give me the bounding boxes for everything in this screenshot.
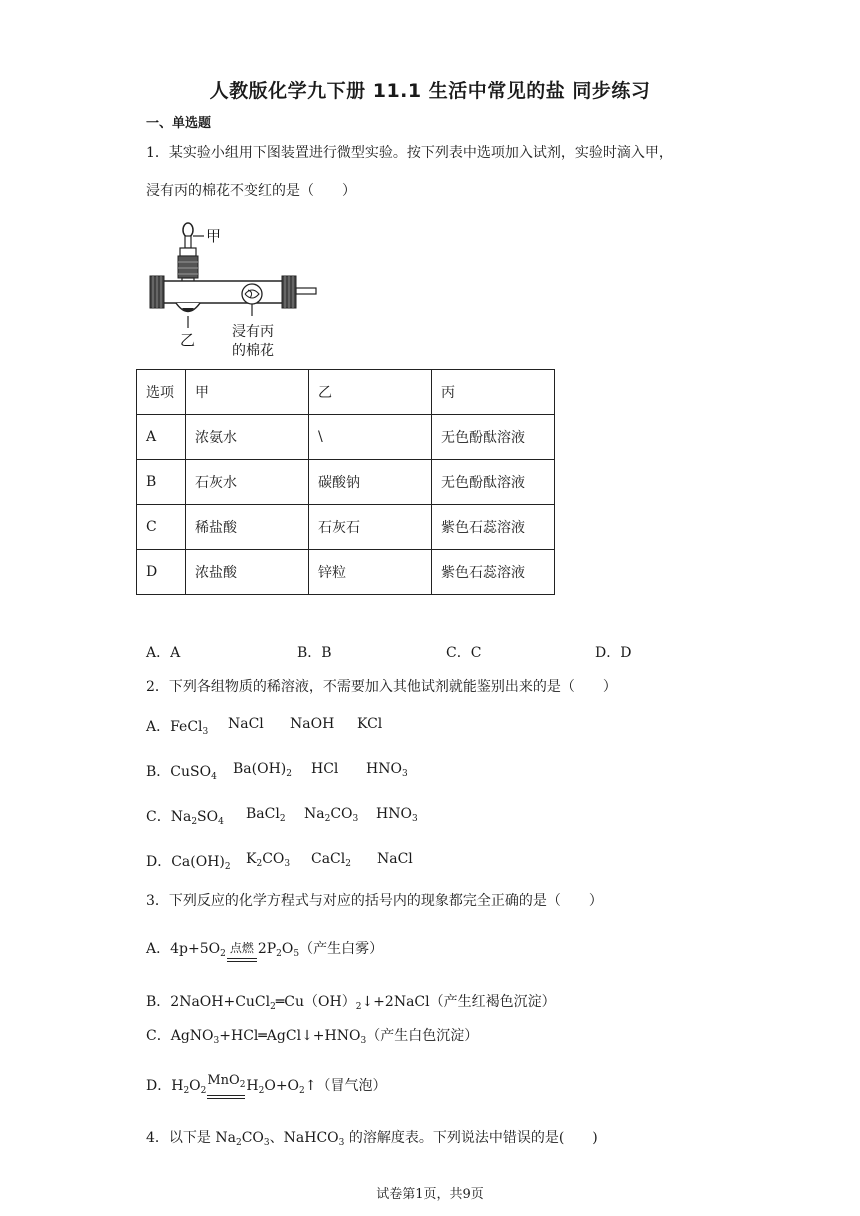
table-row — [137, 550, 555, 595]
dropper-bulb — [183, 223, 193, 237]
choice-d[interactable]: D．D — [595, 645, 632, 661]
q3-option-c[interactable]: C．$AgNO_3+HCl═AgCl↓+HNO_3$（产生白色沉淀） — [146, 1028, 479, 1046]
horizontal-tube — [162, 281, 292, 303]
table-cell: 紫色石蕊溶液 — [432, 550, 555, 595]
label-yi: 乙 — [180, 331, 196, 349]
q2-option-b[interactable]: B．CuSO$_4$ $Ba(OH)_2$ HCl $HNO_3$ — [146, 761, 408, 782]
equals-sign — [207, 1095, 245, 1099]
choice-b[interactable]: B．B — [297, 645, 332, 661]
page-footer: 试卷第1页，共9页 — [376, 1187, 484, 1202]
condition-catalyst: MnO$_2$ — [207, 1073, 246, 1090]
options-table — [136, 369, 555, 595]
table-cell: 锌粒 — [309, 550, 432, 595]
table-cell: D — [137, 550, 186, 595]
q1-stem-line2: 浸有丙的棉花不变红的是（ ） — [146, 183, 356, 199]
label-bing-1: 浸有丙 — [232, 324, 274, 340]
table-row — [137, 415, 555, 460]
q3-option-a[interactable]: A．$4p+5O_2$ 点燃 $2P_2O_5$（产生白雾） — [146, 938, 383, 958]
table-header-cell: 选项 — [137, 370, 186, 415]
table-cell: \ — [309, 415, 432, 460]
table-header-row — [137, 370, 555, 415]
table-cell: 紫色石蕊溶液 — [432, 505, 555, 550]
rubber-stopper-top — [178, 256, 198, 278]
apparatus-figure — [140, 218, 330, 366]
q2-option-c[interactable]: C．$Na_2SO_4$ BaCl$_2$ $Na_2CO_3$ $HNO_3$ — [146, 806, 418, 827]
table-cell: 稀盐酸 — [186, 505, 309, 550]
table-cell: 浓盐酸 — [186, 550, 309, 595]
dropper-stem — [185, 236, 191, 248]
label-jia: 甲 — [206, 227, 222, 245]
q3-stem: 3．下列反应的化学方程式与对应的括号内的现象都完全正确的是（ ） — [146, 893, 603, 909]
table-cell: 石灰水 — [186, 460, 309, 505]
table-cell: A — [137, 415, 186, 460]
equals-sign — [227, 958, 257, 962]
q2-option-d[interactable]: D．$Ca(OH)_2$ $K_2CO_3$ CaCl$_2$ NaCl — [146, 851, 413, 872]
table-header-cell: 丙 — [432, 370, 555, 415]
table-cell: 碳酸钠 — [309, 460, 432, 505]
table-header-cell: 乙 — [309, 370, 432, 415]
table-header-cell: 甲 — [186, 370, 309, 415]
q2-option-a[interactable]: A．FeCl$_3$ NaCl NaOH KCl — [146, 716, 383, 737]
table-cell: 石灰石 — [309, 505, 432, 550]
q3-option-b[interactable]: B．$2NaOH+CuCl_2═Cu(OH)_2↓+2NaCl$（产生红褐色沉淀） — [146, 994, 556, 1012]
q2-stem: 2．下列各组物质的稀溶液，不需要加入其他试剂就能鉴别出来的是（ ） — [146, 679, 617, 695]
q1-stem-line1: 1．某实验小组用下图装置进行微型实验。按下列表中选项加入试剂，实验时滴入甲， — [146, 145, 673, 161]
section-heading: 一、单选题 — [146, 116, 212, 131]
table-cell: 无色酚酞溶液 — [432, 460, 555, 505]
table-cell: B — [137, 460, 186, 505]
q4-stem: 4．以下是 $Na_2CO_3$、NaHCO$_3$ 的溶解度表。下列说法中错误的是( ) — [146, 1130, 598, 1148]
table-cell: C — [137, 505, 186, 550]
table-cell: 无色酚酞溶液 — [432, 415, 555, 460]
table-cell: 浓氨水 — [186, 415, 309, 460]
table-row — [137, 460, 555, 505]
condition-ignite: 点燃 — [229, 941, 254, 955]
q1-choices — [0, 642, 860, 662]
table-row — [137, 505, 555, 550]
page-title: 人教版化学九下册 11.1 生活中常见的盐 同步练习 — [209, 80, 651, 102]
q3-option-d[interactable]: D．$H_2O_2$ MnO$_2$ $H_2O+O_2↑$（冒气泡） — [146, 1075, 387, 1095]
choice-c[interactable]: C．C — [446, 645, 482, 661]
label-bing-2: 的棉花 — [232, 343, 274, 359]
choice-a[interactable]: A．A — [146, 645, 181, 661]
